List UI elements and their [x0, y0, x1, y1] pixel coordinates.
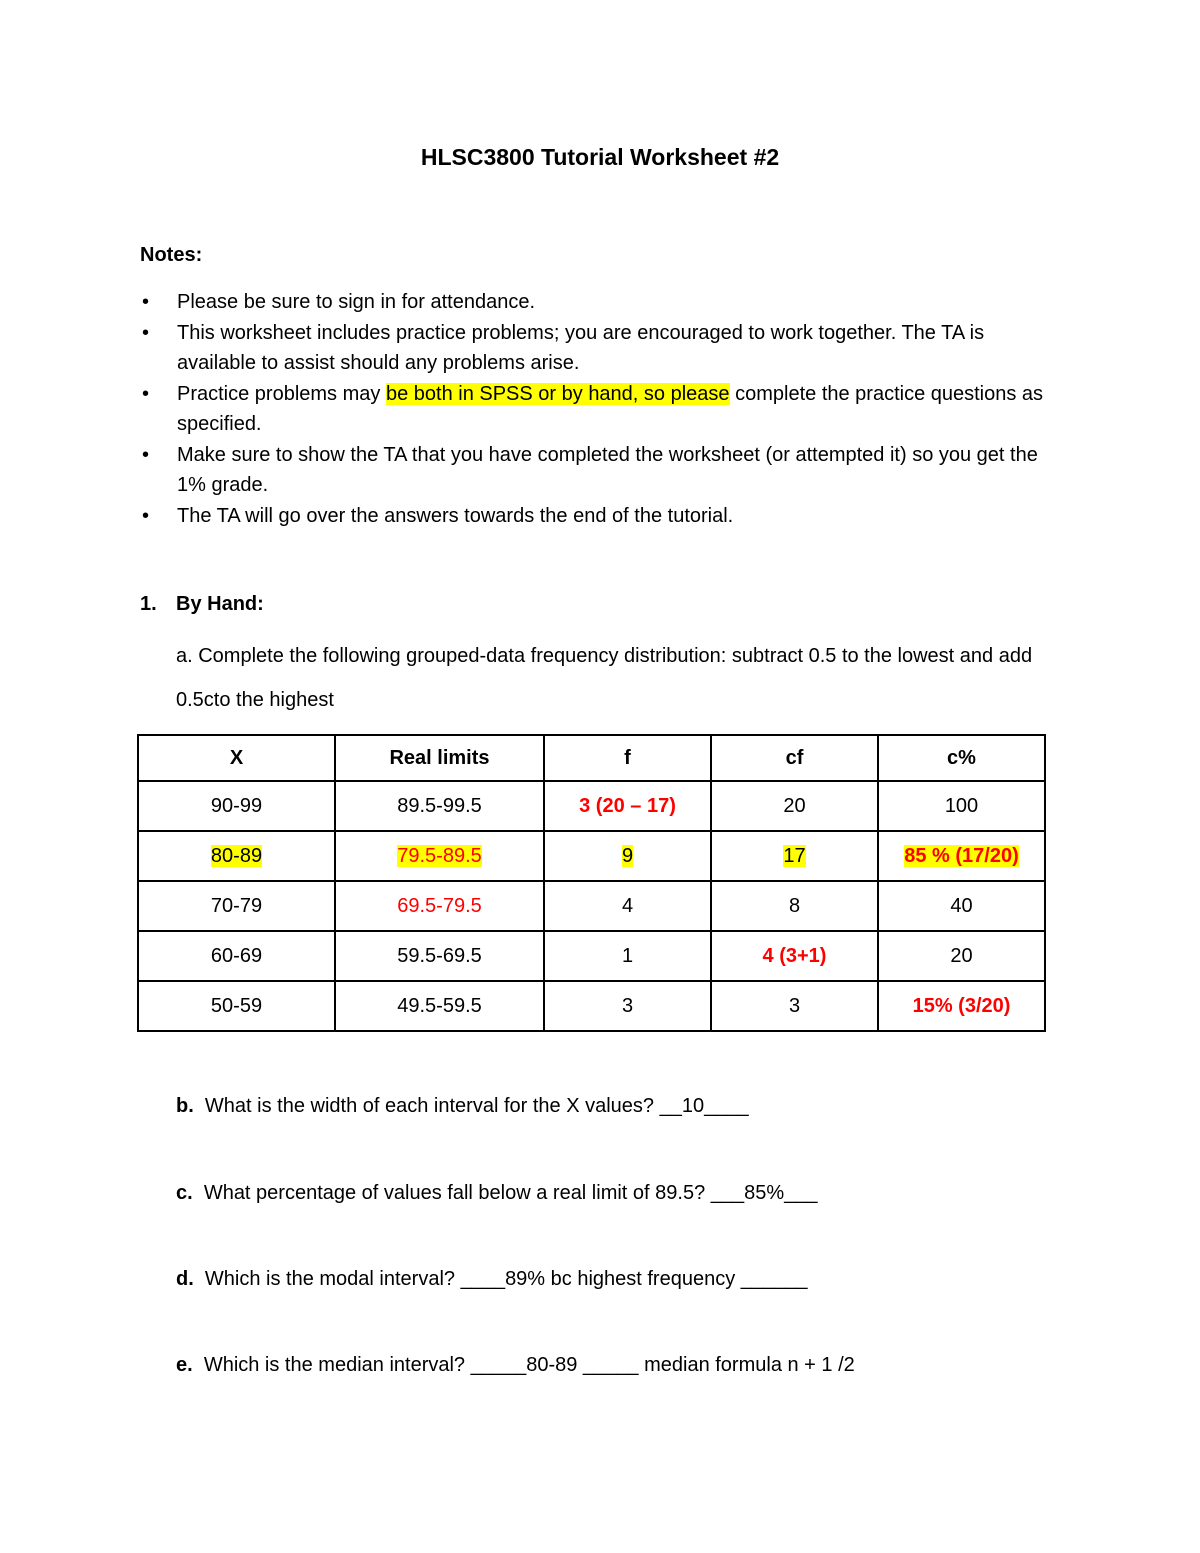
question-text: Which is the median interval? _____80-89 _____ median formula n + 1 /2	[203, 1354, 855, 1376]
note-text: Make sure to show the TA that you have completed the worksheet (or attempted it) so you get the 1% grade.	[177, 443, 1038, 496]
note-text: Please be sure to sign in for attendance.	[177, 291, 536, 313]
table-cell-answer: 69.5-79.5	[335, 881, 544, 931]
table-row	[138, 931, 1045, 981]
table-cell: 89.5-99.5	[335, 781, 544, 831]
bullet-icon: •	[142, 291, 150, 313]
table-cell-highlighted	[711, 831, 878, 881]
table-cell: 59.5-69.5	[335, 931, 544, 981]
question-c	[176, 1182, 818, 1205]
table-row	[138, 781, 1045, 831]
table-cell: 49.5-59.5	[335, 981, 544, 1031]
header-real-limits: Real limits	[335, 735, 544, 781]
table-cell-highlighted	[138, 831, 335, 881]
question-letter: b.	[176, 1095, 194, 1117]
note-text-before: Practice problems may	[177, 382, 386, 405]
list-item	[140, 287, 1060, 318]
list-item	[140, 440, 1060, 501]
table-header-row	[138, 735, 1045, 781]
note-text-after: complete the practice questions as specified.	[177, 382, 1044, 435]
cell-text: 79.5-89.5	[397, 844, 482, 867]
table-cell-highlighted	[544, 831, 711, 881]
question-text: Which is the modal interval? ____89% bc highest frequency ______	[204, 1268, 808, 1290]
question-b	[176, 1095, 749, 1118]
table-cell-answer: 15% (3/20)	[878, 981, 1045, 1031]
table-row	[138, 881, 1045, 931]
table-cell: 100	[878, 781, 1045, 831]
table-cell: 90-99	[138, 781, 335, 831]
table-cell: 50-59	[138, 981, 335, 1031]
table-cell: 8	[711, 881, 878, 931]
table-cell: 20	[878, 931, 1045, 981]
question-text: What percentage of values fall below a real limit of 89.5? ___85%___	[203, 1182, 818, 1204]
cell-text: 9	[621, 844, 634, 867]
question-letter: e.	[176, 1354, 193, 1376]
header-f: f	[544, 735, 711, 781]
table-cell: 4	[544, 881, 711, 931]
question-1-heading	[140, 593, 264, 616]
question-1a-text: a. Complete the following grouped-data frequency distribution: subtract 0.5 to the lowest and add 0.5cto the highest	[176, 645, 1033, 711]
cell-text: 85 % (17/20)	[904, 844, 1019, 867]
cell-text: 17	[783, 844, 806, 867]
header-cf: cf	[711, 735, 878, 781]
note-text: The TA will go over the answers towards the end of the tutorial.	[177, 504, 734, 527]
list-item	[140, 318, 1060, 379]
bullet-icon: •	[142, 321, 150, 344]
header-c-percent: c%	[878, 735, 1045, 781]
question-letter: c.	[176, 1182, 193, 1204]
list-item	[140, 501, 1060, 532]
cell-text: 80-89	[210, 844, 263, 867]
table-cell-answer: 4 (3+1)	[711, 931, 878, 981]
table-cell: 20	[711, 781, 878, 831]
bullet-icon: •	[142, 504, 150, 527]
header-x: X	[138, 735, 335, 781]
bullet-icon: •	[142, 443, 150, 466]
note-text: This worksheet includes practice problems; you are encouraged to work together. The TA is available to assist should any problems arise.	[177, 321, 985, 374]
frequency-table	[137, 734, 1046, 1032]
table-cell-answer	[878, 831, 1045, 881]
table-cell: 60-69	[138, 931, 335, 981]
question-text: What is the width of each interval for the X values? __10____	[204, 1095, 749, 1117]
question-number: 1.	[140, 593, 157, 615]
table-row	[138, 981, 1045, 1031]
highlighted-text: be both in SPSS or by hand, so please	[385, 382, 730, 405]
notes-label: Notes:	[140, 244, 203, 266]
table-cell: 3	[544, 981, 711, 1031]
page-title: HLSC3800 Tutorial Worksheet #2	[420, 144, 780, 170]
table-cell-answer	[335, 831, 544, 881]
table-cell: 1	[544, 931, 711, 981]
table-cell: 3	[711, 981, 878, 1031]
notes-list	[140, 287, 1060, 531]
question-letter: d.	[176, 1268, 194, 1290]
table-cell: 70-79	[138, 881, 335, 931]
question-d	[176, 1268, 808, 1291]
question-title: By Hand:	[176, 593, 264, 615]
question-e	[176, 1354, 855, 1377]
list-item	[140, 379, 1060, 440]
bullet-icon: •	[142, 382, 150, 405]
table-cell-answer: 3 (20 – 17)	[544, 781, 711, 831]
table-cell: 40	[878, 881, 1045, 931]
table-row	[138, 831, 1045, 881]
